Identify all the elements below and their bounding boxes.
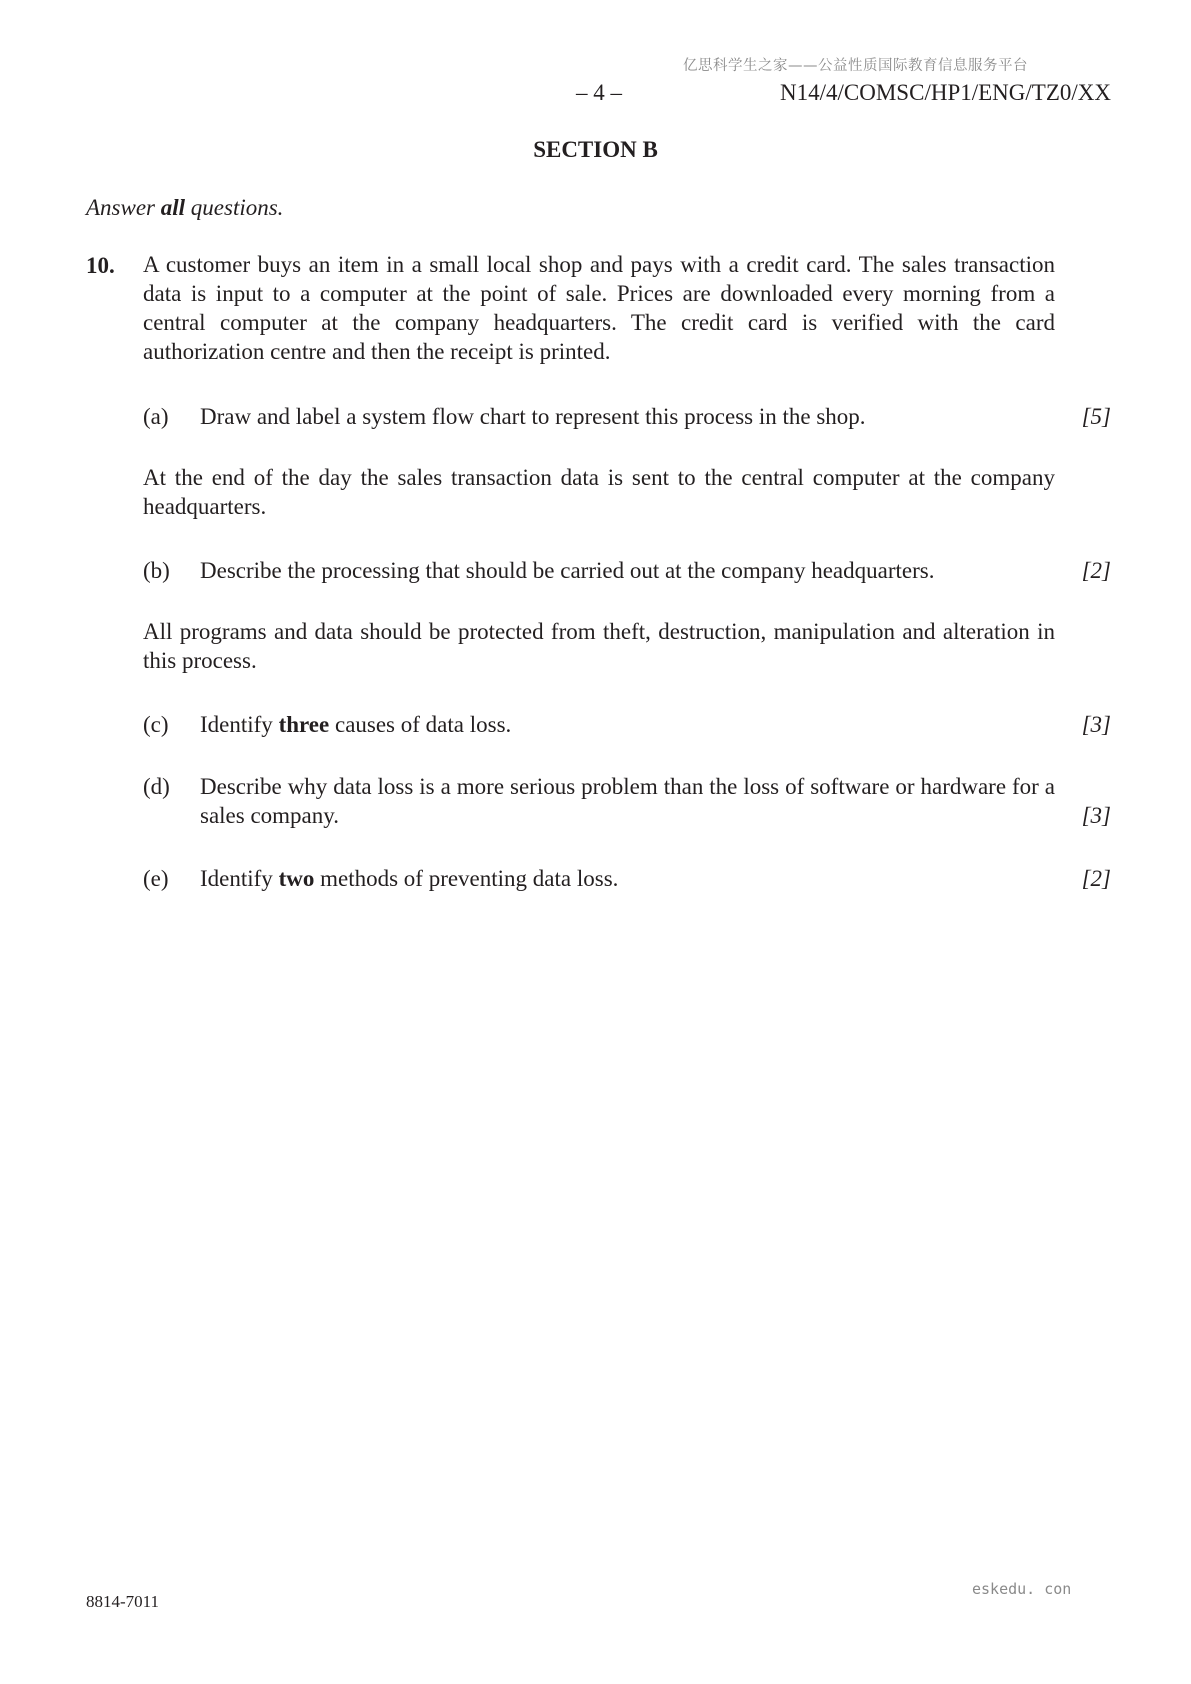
part-a [143, 402, 1113, 431]
part-text [200, 710, 1055, 739]
page-number: – 4 – [576, 80, 622, 105]
part-letter: (c) [143, 712, 169, 737]
section-instruction [86, 195, 283, 221]
part-text-pre: Identify [200, 712, 279, 737]
part-text-emphasis: two [278, 866, 315, 891]
part-c [143, 710, 1113, 739]
instruction-emphasis: all [160, 195, 186, 220]
part-text-emphasis: three [278, 712, 330, 737]
paper-code: N14/4/COMSC/HP1/ENG/TZ0/XX [780, 80, 1111, 105]
part-letter: (b) [143, 558, 170, 583]
part-text-post: causes of data loss. [329, 712, 512, 737]
part-marks: [2] [1081, 558, 1111, 583]
question-paragraph-3: All programs and data should be protected from theft, destruction, manipulation and alteration in this process. [143, 619, 1055, 673]
footer-watermark: eskedu. con [972, 1580, 1072, 1598]
question-paragraph-2: At the end of the day the sales transaction data is sent to the central computer at the company headquarters. [143, 465, 1055, 519]
part-marks: [2] [1081, 866, 1111, 891]
part-b [143, 556, 1113, 585]
part-letter: (e) [143, 866, 169, 891]
part-marks: [5] [1081, 404, 1111, 429]
footer-code: 8814-7011 [86, 1592, 160, 1611]
part-text: Describe the processing that should be carried out at the company headquarters. [200, 558, 935, 583]
instruction-text-post: questions. [185, 195, 284, 220]
question-stem: A customer buys an item in a small local shop and pays with a credit card. The sales transaction data is input to a computer at the point of sale. Prices are downloaded every morning from a central computer at the company headquarters. The credit card is verified with the card authorization centre and then the receipt is printed. [143, 252, 1055, 364]
part-text-pre: Identify [200, 866, 279, 891]
section-title: SECTION B [533, 137, 658, 162]
part-text-post: methods of preventing data loss. [314, 866, 619, 891]
part-e [143, 864, 1113, 893]
header-watermark: 亿思科学生之家——公益性质国际教育信息服务平台 [683, 58, 1028, 74]
part-d [143, 772, 1113, 830]
part-text: Draw and label a system flow chart to represent this process in the shop. [200, 404, 866, 429]
part-marks: [3] [1081, 803, 1111, 828]
part-letter: (d) [143, 774, 170, 799]
instruction-text-pre: Answer [86, 195, 161, 220]
part-text [200, 864, 1055, 893]
part-text: Describe why data loss is a more serious problem than the loss of software or hardware for a sales company. [200, 774, 1055, 828]
question-number: 10. [86, 253, 115, 278]
part-letter: (a) [143, 404, 169, 429]
part-marks: [3] [1081, 712, 1111, 737]
